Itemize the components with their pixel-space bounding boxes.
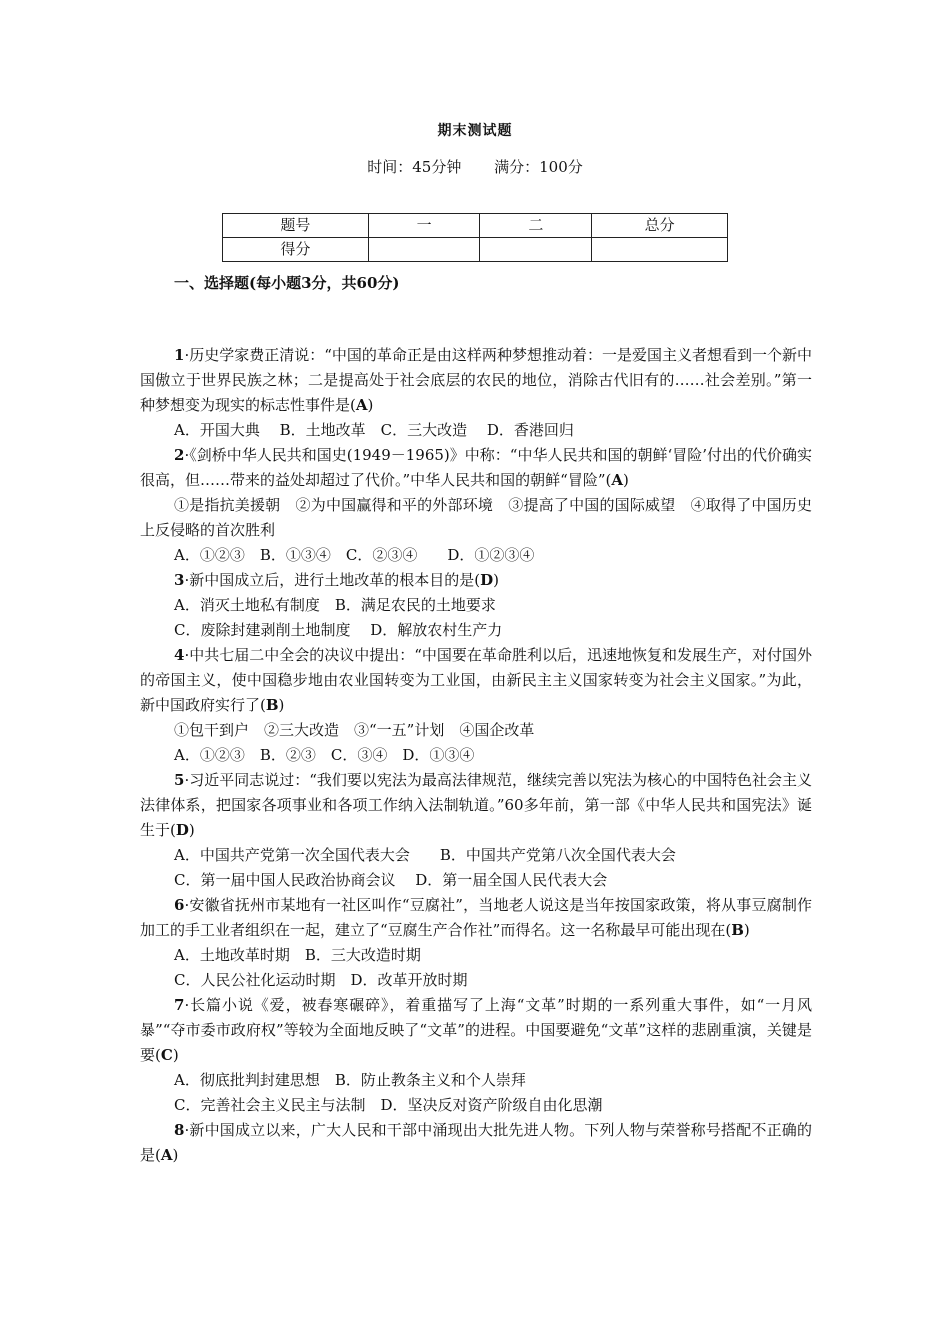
question-number: 7 xyxy=(174,996,185,1014)
question-option-line: A．消灭土地私有制度 B．满足农民的土地要求 xyxy=(174,596,496,614)
section-heading: 一、选择题(每小题3分，共60分) xyxy=(174,274,400,292)
question-answer: D xyxy=(480,571,494,589)
page-title: 期末测试题 xyxy=(437,123,513,139)
score-table-cell: 一 xyxy=(368,214,480,238)
score-table-cell: 二 xyxy=(480,214,592,238)
score-table xyxy=(222,213,728,262)
question-stem: 历史学家费正清说：“中国的革命正是由这样两种梦想推动着：一是爱国主义者想看到一个新中国傲立于世界民族之林；二是提高处于社会底层的农民的地位，消除古代旧有的……社会差别。”第一种梦想变为现实的标志性事件是( xyxy=(140,346,812,414)
question-option-line: A．中国共产党第一次全国代表大会 B．中国共产党第八次全国代表大会 xyxy=(174,846,676,864)
question-number: 5 xyxy=(174,771,185,789)
score-table-cell xyxy=(368,238,480,262)
question-4: 4·中共七届二中全会的决议中提出：“中国要在革命胜利以后，迅速地恢复和发展生产，对付国外的帝国主义，使中国稳步地由农业国转变为工业国，由新民主主义国家转变为社会主义国家。”为此，新中国政府实行了(B) xyxy=(140,646,812,714)
question-option-line: A．①②③ B．②③ C．③④ D．①③④ xyxy=(174,746,475,764)
question-answer: B xyxy=(265,696,279,714)
question-sub-items: ①包干到户 ②三大改造 ③“一五”计划 ④国企改革 xyxy=(174,721,535,739)
question-number: 3 xyxy=(174,571,185,589)
question-option-line: A．①②③ B．①③④ C．②③④ D．①②③④ xyxy=(174,546,535,564)
question-option-line: C．完善社会主义民主与法制 D．坚决反对资产阶级自由化思潮 xyxy=(174,1096,603,1114)
question-number: 2 xyxy=(174,446,185,464)
question-number: 1 xyxy=(174,346,185,364)
question-stem: 习近平同志说过：“我们要以宪法为最高法律规范，继续完善以宪法为核心的中国特色社会主义法律体系，把国家各项事业和各项工作纳入法制轨道。”60多年前，第一部《中华人民共和国宪法》诞生于( xyxy=(140,771,812,839)
question-option-line: C．第一届中国人民政治协商会议 D．第一届全国人民代表大会 xyxy=(174,871,608,889)
question-5: 5·习近平同志说过：“我们要以宪法为最高法律规范，继续完善以宪法为核心的中国特色社会主义法律体系，把国家各项事业和各项工作纳入法制轨道。”60多年前，第一部《中华人民共和国宪法》诞生于(D) xyxy=(140,771,812,839)
score-table-cell xyxy=(592,238,728,262)
score-table-header-row xyxy=(223,214,728,238)
question-answer: A xyxy=(355,396,368,414)
question-number: 4 xyxy=(174,646,185,664)
question-stem: 安徽省抚州市某地有一社区叫作“豆腐社”，当地老人说这是当年按国家政策，将从事豆腐制作加工的手工业者组织在一起，建立了“豆腐生产合作社”而得名。这一名称最早可能出现在( xyxy=(140,896,812,939)
question-answer: A xyxy=(611,471,624,489)
question-sub-items: ①是指抗美援朝 ②为中国赢得和平的外部环境 ③提高了中国的国际威望 ④取得了中国历史上反侵略的首次胜利 xyxy=(140,496,812,539)
question-stem: 新中国成立以来，广大人民和干部中涌现出大批先进人物。下列人物与荣誉称号搭配不正确的是( xyxy=(140,1121,812,1164)
question-number: 6 xyxy=(174,896,185,914)
question-3: 3·新中国成立后，进行土地改革的根本目的是(D) xyxy=(174,571,499,589)
score-table-cell: 总分 xyxy=(592,214,728,238)
question-answer: D xyxy=(175,821,189,839)
question-number: 8 xyxy=(174,1121,185,1139)
question-2: 2·《剑桥中华人民共和国史(1949－1965)》中称：“中华人民共和国的朝鲜‘冒险’付出的代价确实很高，但……带来的益处却超过了代价。”中华人民共和国的朝鲜“冒险”(A) xyxy=(140,446,812,489)
question-option-line: A．土地改革时期 B．三大改造时期 xyxy=(174,946,421,964)
exam-full-score: 满分：100分 xyxy=(494,158,583,176)
question-list xyxy=(140,343,812,1168)
question-answer: B xyxy=(731,921,744,939)
question-8: 8·新中国成立以来，广大人民和干部中涌现出大批先进人物。下列人物与荣誉称号搭配不正确的是(A) xyxy=(140,1121,812,1164)
score-table-score-row xyxy=(223,238,728,262)
score-table-cell: 得分 xyxy=(223,238,369,262)
score-table-cell: 题号 xyxy=(223,214,369,238)
question-stem: 中共七届二中全会的决议中提出：“中国要在革命胜利以后，迅速地恢复和发展生产，对付国外的帝国主义，使中国稳步地由农业国转变为工业国，由新民主主义国家转变为社会主义国家。”为此，新中国政府实行了( xyxy=(140,646,812,714)
question-option-line: A．开国大典 B．土地改革 C．三大改造 D．香港回归 xyxy=(174,421,574,439)
question-6: 6·安徽省抚州市某地有一社区叫作“豆腐社”，当地老人说这是当年按国家政策，将从事豆腐制作加工的手工业者组织在一起，建立了“豆腐生产合作社”而得名。这一名称最早可能出现在(B) xyxy=(140,896,812,939)
question-stem: 长篇小说《爱，被春寒碾碎》，着重描写了上海“文革”时期的一系列重大事件，如“一月风暴”“夺市委市政府权”等较为全面地反映了“文革”的进程。中国要避免“文革”这样的悲剧重演，关键是要( xyxy=(140,996,812,1064)
question-1: 1·历史学家费正清说：“中国的革命正是由这样两种梦想推动着：一是爱国主义者想看到一个新中国傲立于世界民族之林；二是提高处于社会底层的农民的地位，消除古代旧有的……社会差别。”第一种梦想变为现实的标志性事件是(A) xyxy=(140,346,812,414)
question-option-line: C．废除封建剥削土地制度 D．解放农村生产力 xyxy=(174,621,503,639)
exam-time: 时间：45分钟 xyxy=(367,158,462,176)
question-option-line: A．彻底批判封建思想 B．防止教条主义和个人崇拜 xyxy=(174,1071,526,1089)
question-answer: A xyxy=(160,1146,173,1164)
question-stem: 《剑桥中华人民共和国史(1949－1965)》中称：“中华人民共和国的朝鲜‘冒险’付出的代价确实很高，但……带来的益处却超过了代价。”中华人民共和国的朝鲜“冒险”( xyxy=(140,446,812,489)
question-7: 7·长篇小说《爱，被春寒碾碎》，着重描写了上海“文革”时期的一系列重大事件，如“一月风暴”“夺市委市政府权”等较为全面地反映了“文革”的进程。中国要避免“文革”这样的悲剧重演，关键是要(C) xyxy=(140,996,812,1064)
question-stem: 新中国成立后，进行土地改革的根本目的是( xyxy=(189,571,481,589)
exam-info xyxy=(0,156,950,177)
question-answer: C xyxy=(160,1046,173,1064)
score-table-cell xyxy=(480,238,592,262)
question-option-line: C．人民公社化运动时期 D．改革开放时期 xyxy=(174,971,468,989)
